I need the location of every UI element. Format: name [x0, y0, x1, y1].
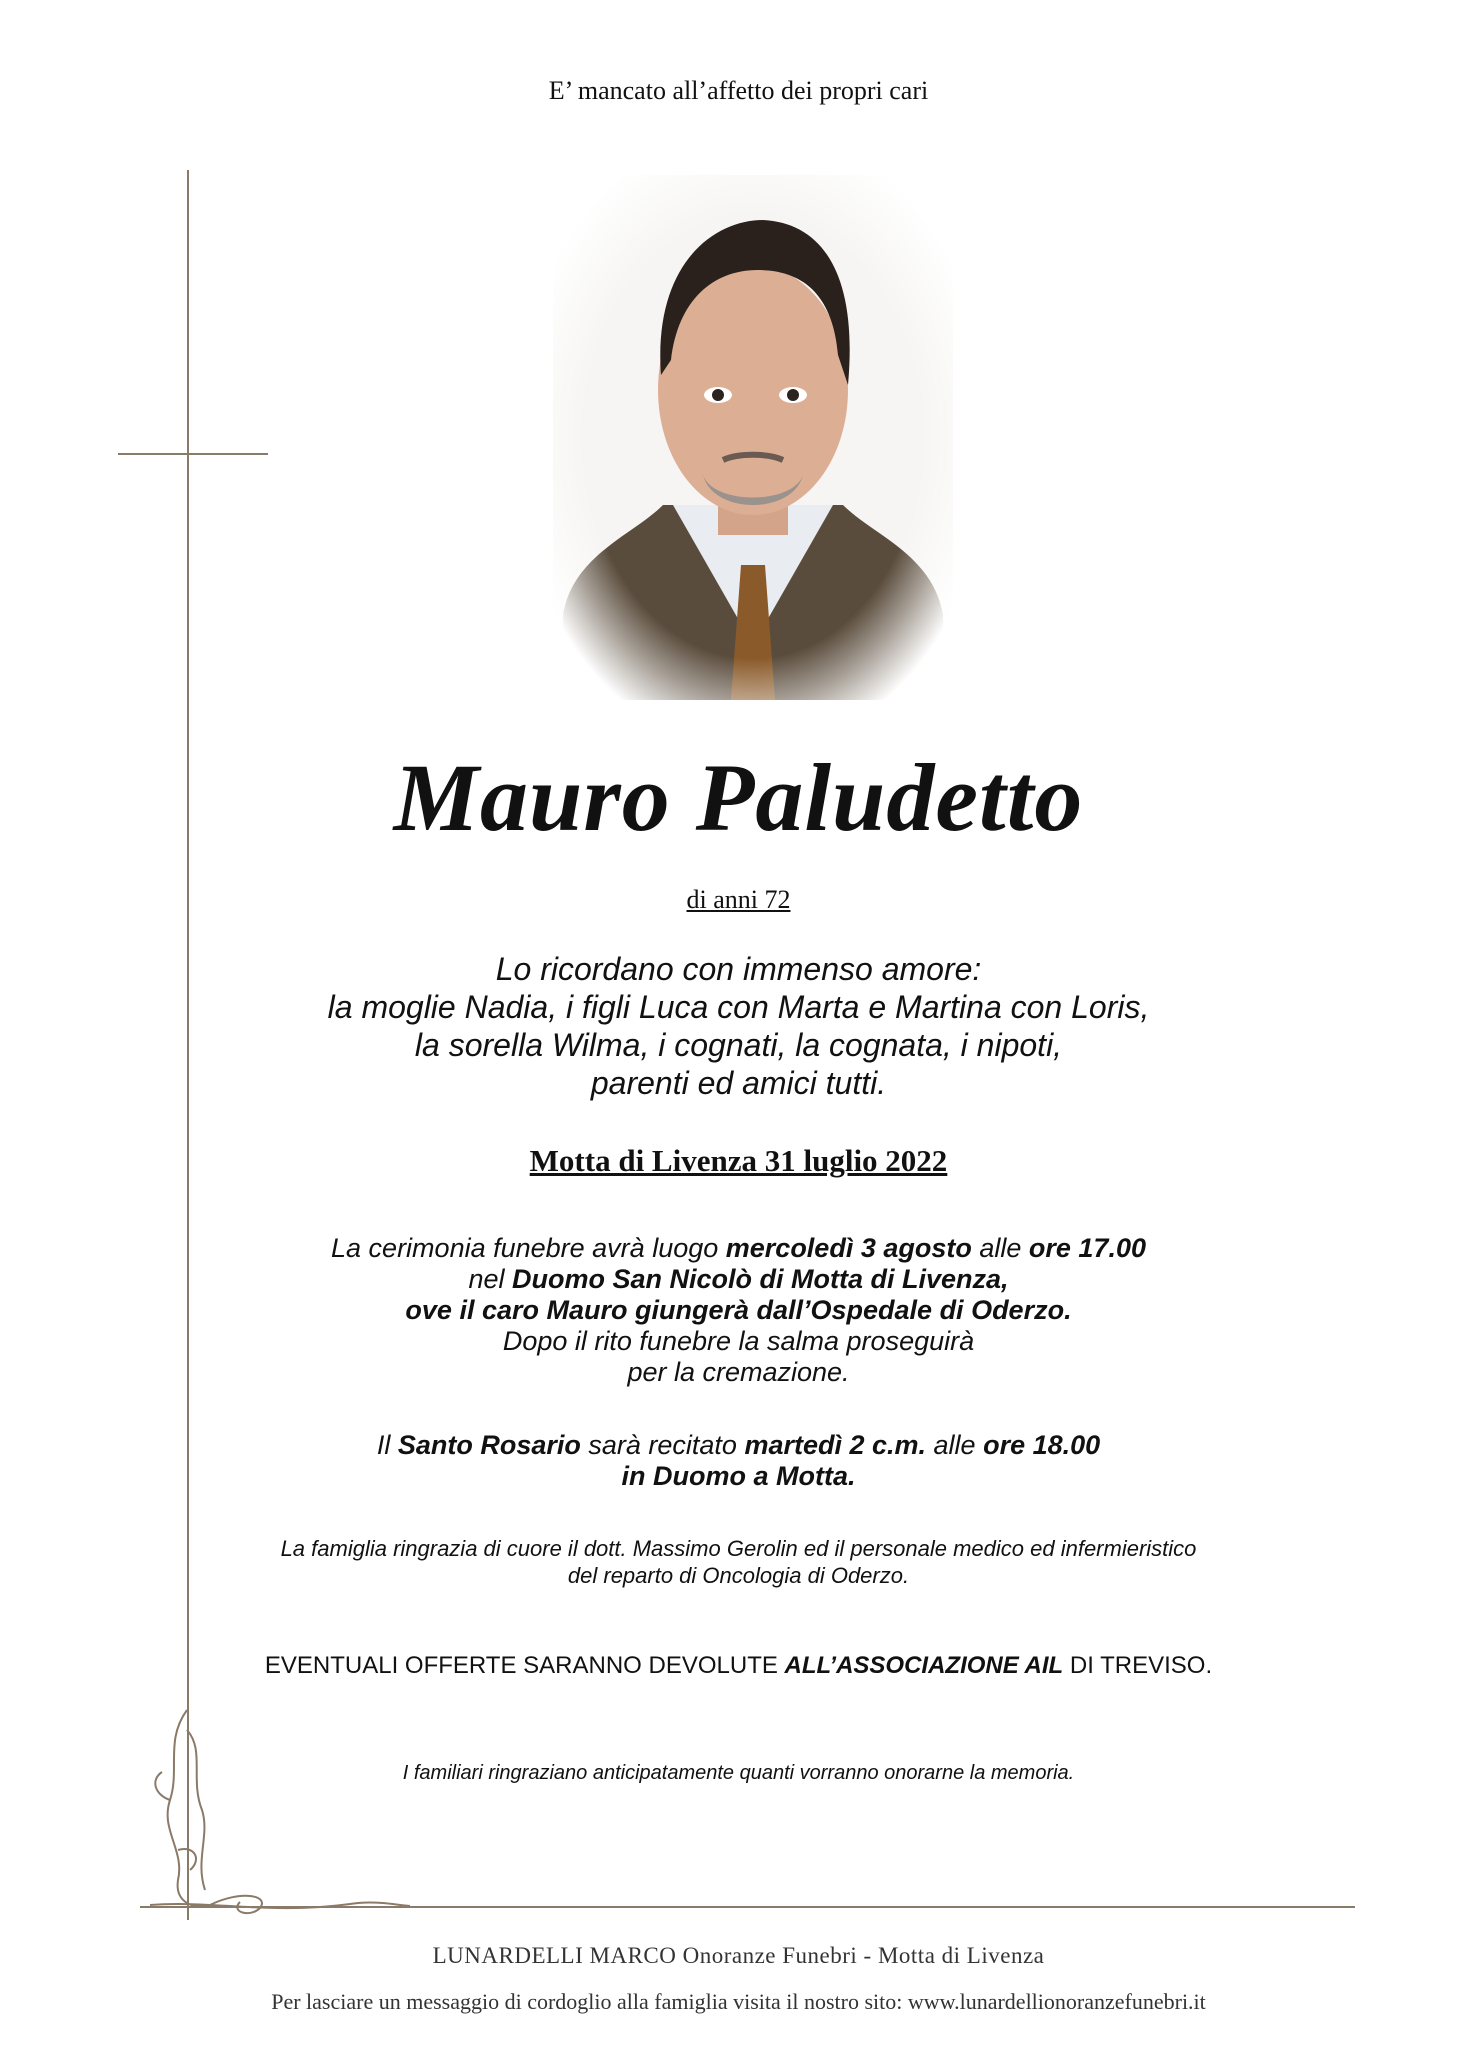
place-date: Motta di Livenza 31 luglio 2022: [529, 1143, 948, 1178]
ceremony-location: Duomo San Nicolò di Motta di Livenza,: [512, 1264, 1009, 1294]
ceremony-line-2: nel Duomo San Nicolò di Motta di Livenza,: [468, 1264, 1009, 1294]
portrait-photo: [553, 175, 953, 700]
offerings-note: EVENTUALI OFFERTE SARANNO DEVOLUTE ALL’ASSOCIAZIONE AIL DI TREVISO.: [264, 1652, 1213, 1679]
floral-ornament: [150, 1700, 410, 1930]
deceased-name: Mauro Paludetto: [393, 744, 1084, 851]
rosary-date: martedì 2 c.m.: [744, 1430, 927, 1460]
ceremony-time: ore 17.00: [1028, 1233, 1146, 1263]
ceremony-line-1: La cerimonia funebre avrà luogo mercoledì 3 agosto alle ore 17.00: [331, 1233, 1146, 1263]
condolence-website-note: Per lasciare un messaggio di cordoglio alla famiglia visita il nostro sito: www.lunardellionoranzefunebri.it: [271, 1989, 1206, 2014]
ceremony-date: mercoledì 3 agosto: [725, 1233, 972, 1263]
rosary-time: ore 18.00: [983, 1430, 1101, 1460]
family-line: la sorella Wilma, i cognati, la cognata, i nipoti,: [414, 1027, 1063, 1063]
family-mourners-block: [0, 950, 1477, 1102]
cross-horizontal-line: [118, 453, 268, 455]
family-line: Lo ricordano con immenso amore:: [495, 951, 982, 987]
family-line: parenti ed amici tutti.: [590, 1065, 887, 1101]
association-name: ALL’ASSOCIAZIONE AIL: [784, 1652, 1064, 1679]
rosary-line-2: in Duomo a Motta.: [621, 1461, 856, 1491]
ceremony-line-5: per la cremazione.: [627, 1357, 850, 1387]
deceased-age: di anni 72: [686, 885, 791, 914]
family-line: la moglie Nadia, i figli Luca con Marta e Martina con Loris,: [327, 989, 1150, 1025]
closing-note: I familiari ringraziano anticipatamente quanti vorranno onorarne la memoria.: [402, 1762, 1075, 1784]
rosary-line-1: Il Santo Rosario sarà recitato martedì 2 c.m. alle ore 18.00: [376, 1430, 1101, 1460]
ceremony-details: [0, 1233, 1477, 1388]
funeral-home-name: LUNARDELLI MARCO Onoranze Funebri - Motta di Livenza: [432, 1943, 1045, 1968]
rosary-details: [0, 1430, 1477, 1492]
ceremony-line-3: ove il caro Mauro giungerà dall’Ospedale di Oderzo.: [405, 1295, 1072, 1325]
header-text: E’ mancato all’affetto dei propri cari: [548, 76, 929, 105]
thanks-note: La famiglia ringrazia di cuore il dott. Massimo Gerolin ed il personale medico ed infermieristico del reparto di Oncologia di Oderzo.: [280, 1536, 1197, 1588]
ceremony-line-4: Dopo il rito funebre la salma proseguirà: [502, 1326, 975, 1356]
